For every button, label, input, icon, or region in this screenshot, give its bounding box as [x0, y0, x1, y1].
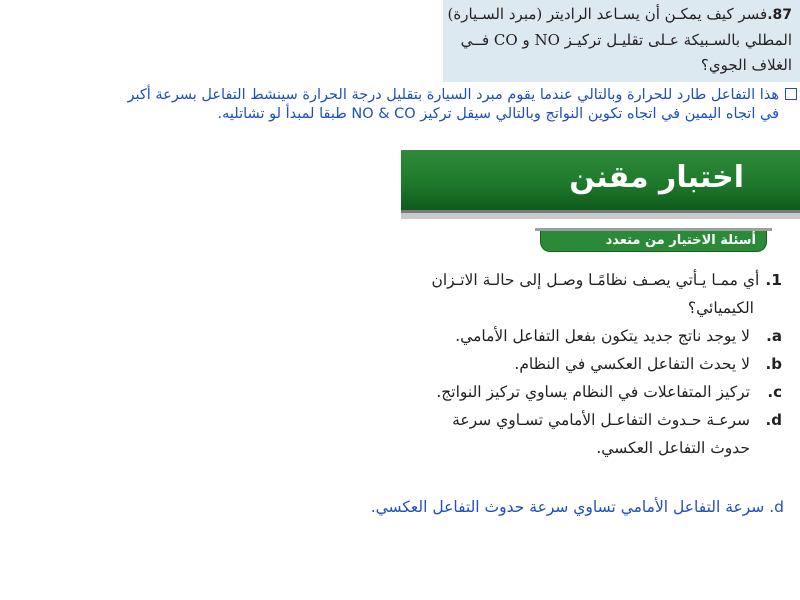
answer-87: [0, 86, 797, 124]
question-1-stem: [300, 266, 782, 322]
option-d-text-line-1: سرعـة حـدوث التفاعـل الأمامي تسـاوي سرعة: [452, 411, 750, 429]
checkbox-icon: [785, 88, 797, 100]
question-87-line-3: الغلاف الجوي؟: [700, 56, 792, 74]
question-87-line-1: 87.فسر كيف يمكـن أن يسـاعد الراديتر (مبرد السـيارة): [447, 5, 792, 23]
answer-87-line-2: في اتجاه اليمين في اتجاه تكوين النواتج وبالتالي سيقل تركيز NO & CO طبقا لمبدأ لو تشاتليه.: [217, 106, 779, 122]
option-d-letter: d.: [765, 411, 782, 429]
answer-1: d. سرعة التفاعل الأمامي تساوي سرعة حدوث التفاعل العكسي.: [370, 498, 784, 516]
banner-title: اختبار مقنن: [569, 160, 744, 195]
question-87-number: 87.: [767, 7, 792, 23]
question-1-line-1: أي ممـا يـأتي يصـف نظامًـا وصـل إلى حالـة الاتـزان: [431, 271, 760, 289]
option-b-text: لا يحدث التفاعل العكسي في النظام.: [514, 355, 750, 373]
question-1: [300, 266, 782, 462]
option-d-text-line-2: حدوث التفاعل العكسي.: [596, 439, 750, 457]
option-b[interactable]: [300, 350, 782, 378]
question-87-line-2: المطلي بالسـبيكة عـلى تقليـل تركيـز NO و CO فــي: [460, 31, 792, 49]
option-d[interactable]: [300, 406, 782, 462]
section-banner: [401, 150, 800, 213]
option-a-text: لا يوجد ناتج جديد يتكون بفعل التفاعل الأمامي.: [455, 327, 750, 345]
option-b-letter: b.: [765, 355, 782, 373]
question-87-box: [443, 0, 800, 82]
question-1-line-2: الكيميائي؟: [687, 299, 754, 317]
option-c[interactable]: [300, 378, 782, 406]
option-c-letter: c.: [767, 383, 782, 401]
answer-87-line-1: هذا التفاعل طارد للحرارة وبالتالي عندما يقوم مبرد السيارة بتقليل درجة الحرارة سينشط التفاعل بسرعة أكبر: [0, 86, 797, 105]
option-c-text: تركيز المتفاعلات في النظام يساوي تركيز النواتج.: [436, 383, 750, 401]
option-a[interactable]: [300, 322, 782, 350]
section-label: أسئلة الاختيار من متعدد: [605, 233, 756, 248]
section-tab: [540, 231, 767, 252]
question-1-number: 1.: [765, 271, 782, 289]
option-a-letter: a.: [766, 327, 782, 345]
